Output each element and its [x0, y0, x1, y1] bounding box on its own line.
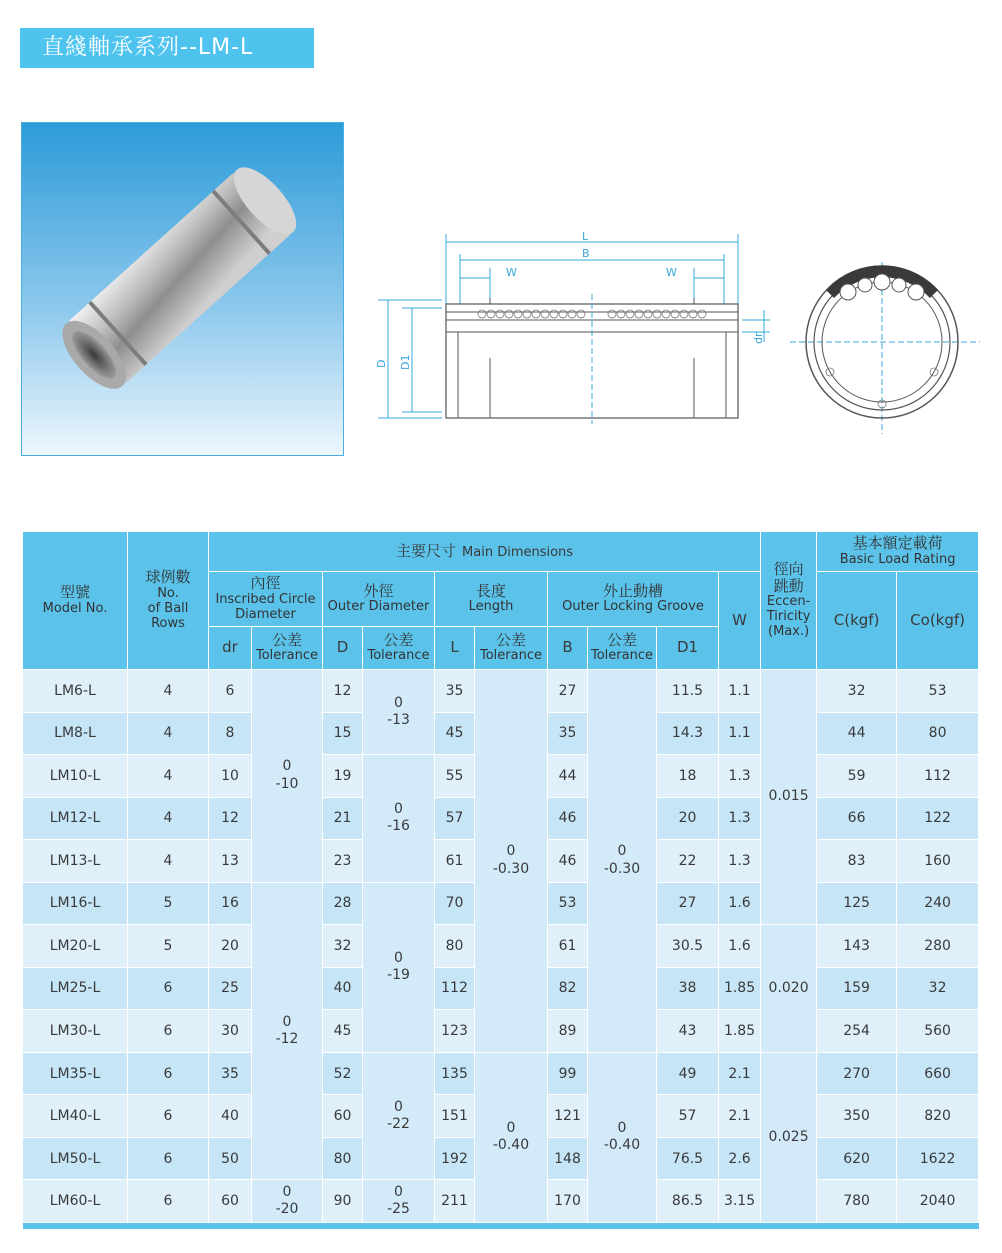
cell-w: 2.1 — [719, 1052, 761, 1095]
cell-l: 112 — [435, 967, 475, 1010]
cell-l-tolerance: 0 -0.40 — [475, 1052, 548, 1222]
cell-d: 32 — [323, 925, 363, 968]
header-load-rating: 基本額定載荷 Basic Load Rating — [817, 532, 979, 572]
cell-b: 46 — [548, 797, 588, 840]
cell-d: 19 — [323, 755, 363, 798]
cell-d: 80 — [323, 1137, 363, 1180]
cell-l: 61 — [435, 840, 475, 883]
cell-d1: 43 — [657, 1010, 719, 1053]
cell-l: 151 — [435, 1095, 475, 1138]
cell-co: 32 — [897, 967, 979, 1010]
header-c-kgf: C(kgf) — [817, 572, 897, 670]
cell-ball-rows: 6 — [128, 1137, 209, 1180]
cell-d1: 30.5 — [657, 925, 719, 968]
dim-label-d1: D1 — [399, 354, 412, 370]
header-outer-diameter: 外徑 Outer Diameter — [323, 572, 435, 627]
header-eccentricity: 徑向 跳動 Eccen- Tiricity (Max.) — [761, 532, 817, 670]
header-model: 型號 Model No. — [23, 532, 128, 670]
header-l: L — [435, 627, 475, 670]
cell-model: LM12-L — [23, 797, 128, 840]
cell-b-tolerance: 0 -0.40 — [588, 1052, 657, 1222]
cell-co: 112 — [897, 755, 979, 798]
cell-w: 1.6 — [719, 925, 761, 968]
cell-b: 148 — [548, 1137, 588, 1180]
header-d-tolerance: 公差 Tolerance — [363, 627, 435, 670]
cell-dr: 6 — [209, 670, 252, 713]
cell-l-tolerance: 0 -0.30 — [475, 670, 548, 1053]
cell-w: 1.6 — [719, 882, 761, 925]
cell-c: 32 — [817, 670, 897, 713]
cell-model: LM60-L — [23, 1180, 128, 1223]
cell-d: 21 — [323, 797, 363, 840]
cell-l: 123 — [435, 1010, 475, 1053]
cell-d-tolerance: 0 -16 — [363, 755, 435, 883]
cell-dr: 10 — [209, 755, 252, 798]
cell-co: 160 — [897, 840, 979, 883]
cell-l: 135 — [435, 1052, 475, 1095]
cell-dr: 25 — [209, 967, 252, 1010]
cell-dr: 40 — [209, 1095, 252, 1138]
cell-d1: 14.3 — [657, 712, 719, 755]
cell-d1: 57 — [657, 1095, 719, 1138]
header-ball-rows: 球例數 No. of Ball Rows — [128, 532, 209, 670]
cell-model: LM6-L — [23, 670, 128, 713]
cell-eccentricity: 0.025 — [761, 1052, 817, 1222]
cell-c: 143 — [817, 925, 897, 968]
cell-w: 1.85 — [719, 1010, 761, 1053]
cell-l: 70 — [435, 882, 475, 925]
cell-c: 780 — [817, 1180, 897, 1223]
bearing-photo-image — [22, 123, 344, 456]
cell-d: 40 — [323, 967, 363, 1010]
cell-ball-rows: 6 — [128, 1180, 209, 1223]
cell-co: 660 — [897, 1052, 979, 1095]
cell-d1: 27 — [657, 882, 719, 925]
cell-model: LM20-L — [23, 925, 128, 968]
cell-l: 80 — [435, 925, 475, 968]
cell-dr-tolerance: 0 -20 — [252, 1180, 323, 1223]
cell-ball-rows: 6 — [128, 1095, 209, 1138]
cell-model: LM13-L — [23, 840, 128, 883]
header-inner-diameter: 內徑 Inscribed Circle Diameter — [209, 572, 323, 627]
cell-eccentricity: 0.020 — [761, 925, 817, 1053]
cell-dr: 12 — [209, 797, 252, 840]
cell-c: 270 — [817, 1052, 897, 1095]
cell-b: 99 — [548, 1052, 588, 1095]
cell-b: 61 — [548, 925, 588, 968]
cell-model: LM40-L — [23, 1095, 128, 1138]
cell-b: 170 — [548, 1180, 588, 1223]
cell-d-tolerance: 0 -25 — [363, 1180, 435, 1223]
cell-ball-rows: 5 — [128, 925, 209, 968]
cell-d: 45 — [323, 1010, 363, 1053]
cell-ball-rows: 6 — [128, 967, 209, 1010]
table-bottom-bar — [23, 1223, 979, 1230]
cell-d1: 76.5 — [657, 1137, 719, 1180]
cell-d1: 18 — [657, 755, 719, 798]
cell-dr: 13 — [209, 840, 252, 883]
cell-b: 121 — [548, 1095, 588, 1138]
cell-co: 1622 — [897, 1137, 979, 1180]
cell-dr: 20 — [209, 925, 252, 968]
cell-d-tolerance: 0 -22 — [363, 1052, 435, 1180]
dim-label-d: D — [375, 359, 388, 368]
header-main-dimensions: 主要尺寸 Main Dimensions — [209, 532, 761, 572]
cell-c: 125 — [817, 882, 897, 925]
cell-d1: 11.5 — [657, 670, 719, 713]
header-dr-tolerance: 公差 Tolerance — [252, 627, 323, 670]
cell-model: LM30-L — [23, 1010, 128, 1053]
cell-dr-tolerance: 0 -12 — [252, 882, 323, 1180]
cell-d: 52 — [323, 1052, 363, 1095]
cell-w: 1.1 — [719, 670, 761, 713]
specification-table — [22, 531, 979, 1229]
cell-c: 159 — [817, 967, 897, 1010]
header-b-tolerance: 公差 Tolerance — [588, 627, 657, 670]
cell-d: 28 — [323, 882, 363, 925]
cell-model: LM8-L — [23, 712, 128, 755]
cell-l: 35 — [435, 670, 475, 713]
page-title: 直綫軸承系列--LM-L — [20, 28, 314, 68]
header-dr: dr — [209, 627, 252, 670]
cell-l: 57 — [435, 797, 475, 840]
product-photo — [21, 122, 344, 456]
cell-ball-rows: 4 — [128, 840, 209, 883]
cell-w: 1.1 — [719, 712, 761, 755]
cell-w: 2.1 — [719, 1095, 761, 1138]
cell-c: 66 — [817, 797, 897, 840]
cell-ball-rows: 4 — [128, 712, 209, 755]
cell-dr-tolerance: 0 -10 — [252, 670, 323, 883]
cell-model: LM35-L — [23, 1052, 128, 1095]
cell-dr: 60 — [209, 1180, 252, 1223]
dim-label-w-left: W — [506, 266, 517, 279]
cell-dr: 8 — [209, 712, 252, 755]
cell-b: 44 — [548, 755, 588, 798]
cell-c: 620 — [817, 1137, 897, 1180]
cell-co: 2040 — [897, 1180, 979, 1223]
cell-dr: 35 — [209, 1052, 252, 1095]
cell-model: LM16-L — [23, 882, 128, 925]
cell-d1: 22 — [657, 840, 719, 883]
cell-w: 1.3 — [719, 755, 761, 798]
cell-c: 83 — [817, 840, 897, 883]
header-length: 長度 Length — [435, 572, 548, 627]
cell-d1: 49 — [657, 1052, 719, 1095]
header-w: W — [719, 572, 761, 670]
cell-d: 60 — [323, 1095, 363, 1138]
cell-c: 59 — [817, 755, 897, 798]
cell-co: 240 — [897, 882, 979, 925]
header-d: D — [323, 627, 363, 670]
cell-w: 1.3 — [719, 797, 761, 840]
cell-d1: 86.5 — [657, 1180, 719, 1223]
cell-d: 12 — [323, 670, 363, 713]
cell-b: 35 — [548, 712, 588, 755]
cell-c: 44 — [817, 712, 897, 755]
cell-b: 89 — [548, 1010, 588, 1053]
cell-d: 90 — [323, 1180, 363, 1223]
header-b: B — [548, 627, 588, 670]
cell-co: 560 — [897, 1010, 979, 1053]
cell-ball-rows: 4 — [128, 755, 209, 798]
cell-d: 15 — [323, 712, 363, 755]
table-row — [23, 670, 979, 713]
cell-co: 280 — [897, 925, 979, 968]
cell-b: 46 — [548, 840, 588, 883]
cell-dr: 50 — [209, 1137, 252, 1180]
cell-d: 23 — [323, 840, 363, 883]
cell-co: 122 — [897, 797, 979, 840]
cell-co: 820 — [897, 1095, 979, 1138]
cell-d1: 20 — [657, 797, 719, 840]
dim-label-dr: dr — [752, 332, 765, 344]
cell-model: LM25-L — [23, 967, 128, 1010]
cell-l: 55 — [435, 755, 475, 798]
cell-dr: 16 — [209, 882, 252, 925]
cell-ball-rows: 6 — [128, 1010, 209, 1053]
cell-dr: 30 — [209, 1010, 252, 1053]
cell-co: 53 — [897, 670, 979, 713]
cell-co: 80 — [897, 712, 979, 755]
cell-eccentricity: 0.015 — [761, 670, 817, 925]
cell-model: LM10-L — [23, 755, 128, 798]
dim-label-b: B — [582, 247, 590, 260]
header-locking-groove: 外止動槽 Outer Locking Groove — [548, 572, 719, 627]
cell-ball-rows: 4 — [128, 797, 209, 840]
header-l-tolerance: 公差 Tolerance — [475, 627, 548, 670]
header-d1: D1 — [657, 627, 719, 670]
cell-c: 350 — [817, 1095, 897, 1138]
cell-b: 82 — [548, 967, 588, 1010]
cell-w: 3.15 — [719, 1180, 761, 1223]
cell-d-tolerance: 0 -19 — [363, 882, 435, 1052]
bearing-end-view-diagram — [790, 262, 980, 442]
cell-ball-rows: 6 — [128, 1052, 209, 1095]
cell-w: 1.85 — [719, 967, 761, 1010]
cell-ball-rows: 4 — [128, 670, 209, 713]
dim-label-l: L — [582, 230, 589, 243]
header-co-kgf: Co(kgf) — [897, 572, 979, 670]
cell-b: 27 — [548, 670, 588, 713]
cell-l: 192 — [435, 1137, 475, 1180]
cell-b-tolerance: 0 -0.30 — [588, 670, 657, 1053]
cell-model: LM50-L — [23, 1137, 128, 1180]
cell-l: 211 — [435, 1180, 475, 1223]
bearing-section-diagram — [372, 228, 772, 428]
table-row — [23, 1052, 979, 1095]
cell-b: 53 — [548, 882, 588, 925]
cell-c: 254 — [817, 1010, 897, 1053]
cell-l: 45 — [435, 712, 475, 755]
cell-w: 2.6 — [719, 1137, 761, 1180]
cell-ball-rows: 5 — [128, 882, 209, 925]
cell-d1: 38 — [657, 967, 719, 1010]
cell-d-tolerance: 0 -13 — [363, 670, 435, 755]
cell-w: 1.3 — [719, 840, 761, 883]
dim-label-w-right: W — [666, 266, 677, 279]
